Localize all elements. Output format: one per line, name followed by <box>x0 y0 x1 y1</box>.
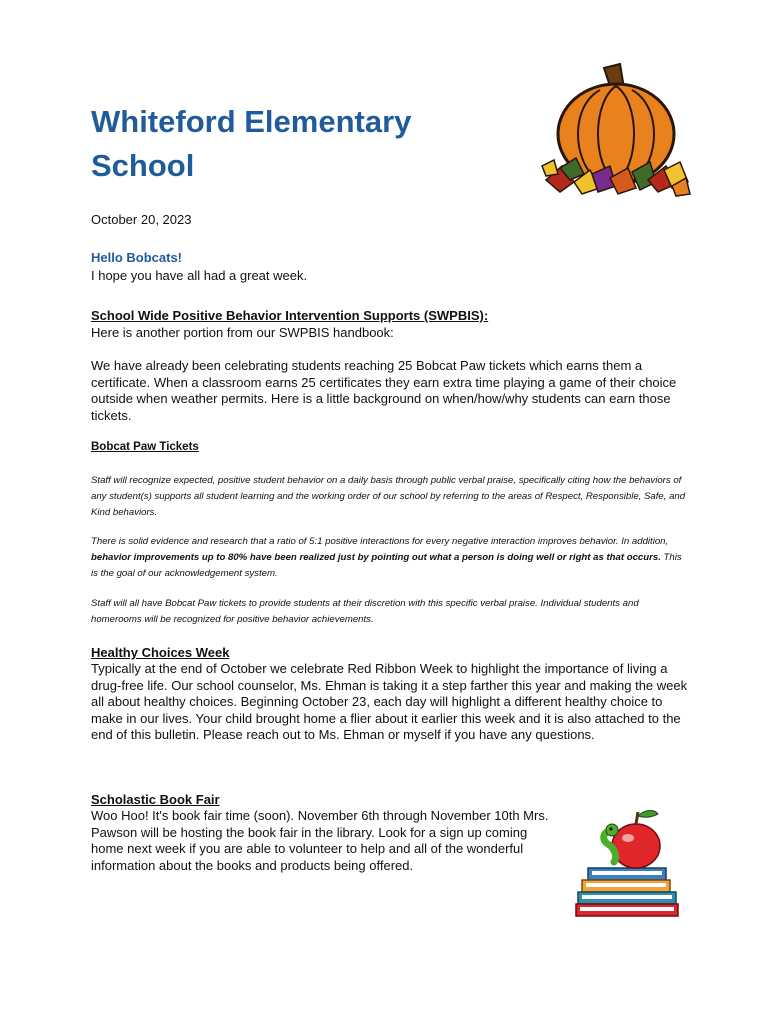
books-apple-illustration <box>574 806 680 918</box>
school-title: Whiteford Elementary School <box>91 104 412 183</box>
greeting-intro: I hope you have all had a great week. <box>91 268 308 283</box>
swpbis-paragraph: We have already been celebrating students reaching 25 Bobcat Paw tickets which earns them a certificate. When a classroom earns 25 certificates they earn extra time playing a game of their choice outside when weather permits. Here is a little background on when/how/why students can earn those tickets. <box>91 358 677 423</box>
bobcat-paw-tickets-heading: Bobcat Paw Tickets <box>91 441 199 453</box>
handbook-paragraph-1: Staff will recognize expected, positive student behavior on a daily basis through public verbal praise, specifically citing how the behaviors of any student(s) supports all student learning and the working order of our school by referring to the areas of Respect, Responsible, Safe, and Kind behaviors. <box>91 475 686 518</box>
book-fair-heading: Scholastic Book Fair <box>91 792 220 807</box>
handbook-p2-bold: behavior improvements up to 80% have been realized just by pointing out what a person is doing well or right as that occurs. <box>91 552 661 563</box>
healthy-choices-heading: Healthy Choices Week <box>91 645 230 660</box>
newsletter-date: October 20, 2023 <box>91 212 192 227</box>
book-fair-paragraph: Woo Hoo! It's book fair time (soon). November 6th through November 10th Mrs. Pawson will be hosting the book fair in the library. Look for a sign up coming home next week if you are able to volunteer to help and all of the wonderful information about the books and products being offered. <box>91 808 549 873</box>
handbook-p2-start: There is solid evidence and research that a ratio of 5:1 positive interactions for every negative interaction improves behavior. In addition, <box>91 536 669 547</box>
greeting-heading: Hello Bobcats! <box>91 250 183 265</box>
handbook-p2-end: This is the goal of our acknowledgement system. <box>91 552 682 579</box>
pumpkin-leaves-illustration <box>540 62 692 200</box>
swpbis-lead: Here is another portion from our SWPBIS handbook: <box>91 325 394 340</box>
healthy-choices-paragraph: Typically at the end of October we celebrate Red Ribbon Week to highlight the importance of living a drug-free life. Our school counselor, Ms. Ehman is taking it a step farther this year and making the week all about healthy choices. Beginning October 23, each day will highlight a different healthy choice to make in our lives. Your child brought home a flier about it earlier this week and it is also attached to the end of this bulletin. Please reach out to Ms. Ehman or myself if you have any questions. <box>91 661 688 742</box>
handbook-paragraph-3: Staff will all have Bobcat Paw tickets to provide students at their discretion with this specific verbal praise. Individual students and homerooms will be recognized for positive behavior achievements. <box>91 598 639 625</box>
swpbis-heading: School Wide Positive Behavior Intervention Supports (SWPBIS): <box>91 308 489 323</box>
handbook-paragraph-2 <box>91 534 691 582</box>
